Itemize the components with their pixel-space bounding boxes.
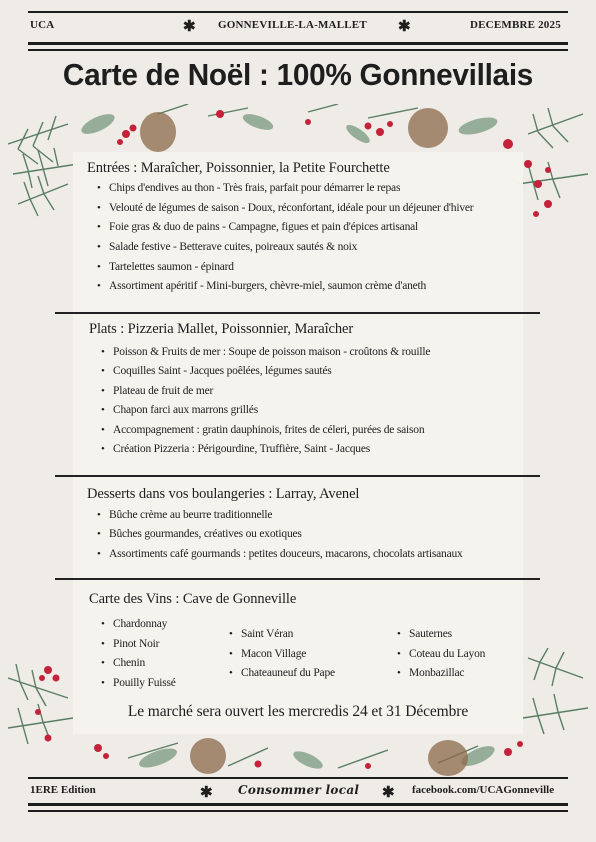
footer-rule <box>28 810 568 812</box>
footer <box>28 782 568 800</box>
list-item: • Tartelettes saumon - épinard <box>109 261 234 273</box>
wine-item: • Monbazillac <box>409 667 464 679</box>
list-item: • Foie gras & duo de pains - Campagne, figues et pain d'épices artisanal <box>109 221 418 233</box>
section-divider <box>55 578 540 580</box>
masthead-org: UCA <box>30 19 55 31</box>
list-item: • Coquilles Saint - Jacques poêlées, légumes sautés <box>113 365 332 377</box>
wine-item: • Chardonnay <box>113 618 167 630</box>
list-item: • Création Pizzeria : Périgourdine, Truffière, Saint - Jacques <box>113 443 370 455</box>
masthead-rule <box>28 42 568 45</box>
section-title-vins: Carte des Vins : Cave de Gonneville <box>89 591 297 607</box>
list-item: • Chapon farci aux marrons grillés <box>113 404 258 416</box>
list-item: • Bûches gourmandes, créatives ou exotiques <box>109 528 302 540</box>
section-divider <box>55 475 540 477</box>
list-item: • Velouté de légumes de saison - Doux, réconfortant, idéale pour un déjeuner d'hiver <box>109 202 473 214</box>
star-icon: ✱ <box>382 785 395 801</box>
list-item: • Poisson & Fruits de mer : Soupe de poisson maison - croûtons & rouille <box>113 346 430 358</box>
wine-item: • Coteau du Layon <box>409 648 485 660</box>
star-icon: ✱ <box>398 19 411 35</box>
footer-top-rule <box>28 777 568 779</box>
star-icon: ✱ <box>200 785 213 801</box>
list-item: • Assortiment apéritif - Mini-burgers, chèvre-miel, saumon crème d'aneth <box>109 280 426 292</box>
wine-item: • Chateauneuf du Pape <box>241 667 335 679</box>
list-item: • Accompagnement : gratin dauphinois, frites de céleri, purées de saison <box>113 424 424 436</box>
star-icon: ✱ <box>183 19 196 35</box>
list-item: • Salade festive - Betterave cuites, poireaux sautés & noix <box>109 241 357 253</box>
section-title-desserts: Desserts dans vos boulangeries : Larray, Avenel <box>87 486 360 502</box>
wine-item: • Macon Village <box>241 648 306 660</box>
wine-item: • Saint Véran <box>241 628 293 640</box>
list-item: • Bûche crème au beurre traditionnelle <box>109 509 272 521</box>
section-divider <box>55 312 540 314</box>
masthead-rule <box>28 49 568 51</box>
section-title-entrees: Entrées : Maraîcher, Poissonnier, la Petite Fourchette <box>87 160 390 176</box>
wine-item: • Pouilly Fuissé <box>113 677 176 689</box>
list-item: • Plateau de fruit de mer <box>113 385 213 397</box>
market-dates-note: Le marché sera ouvert les mercredis 24 et 31 Décembre <box>127 703 469 720</box>
section-title-plats: Plats : Pizzeria Mallet, Poissonnier, Maraîcher <box>89 321 354 337</box>
edition-label: 1ERE Edition <box>30 784 96 796</box>
masthead-town: GONNEVILLE-LA-MALLET <box>218 19 367 31</box>
masthead-date: DECEMBRE 2025 <box>470 19 561 31</box>
list-item: • Assortiments café gourmands : petites douceurs, macarons, chocolats artisanaux <box>109 548 463 560</box>
wine-item: • Pinot Noir <box>113 638 159 650</box>
wine-item: • Chenin <box>113 657 145 669</box>
masthead <box>28 17 568 37</box>
wine-item: • Sauternes <box>409 628 452 640</box>
facebook-link[interactable]: facebook.com/UCAGonneville <box>412 784 555 796</box>
list-item: • Chips d'endives au thon - Très frais, parfait pour démarrer le repas <box>109 182 400 194</box>
footer-rule <box>28 803 568 806</box>
slogan: Consommer local <box>238 783 360 797</box>
page-title: Carte de Noël : 100% Gonnevillais <box>62 57 534 92</box>
masthead-top-rule <box>28 11 568 13</box>
